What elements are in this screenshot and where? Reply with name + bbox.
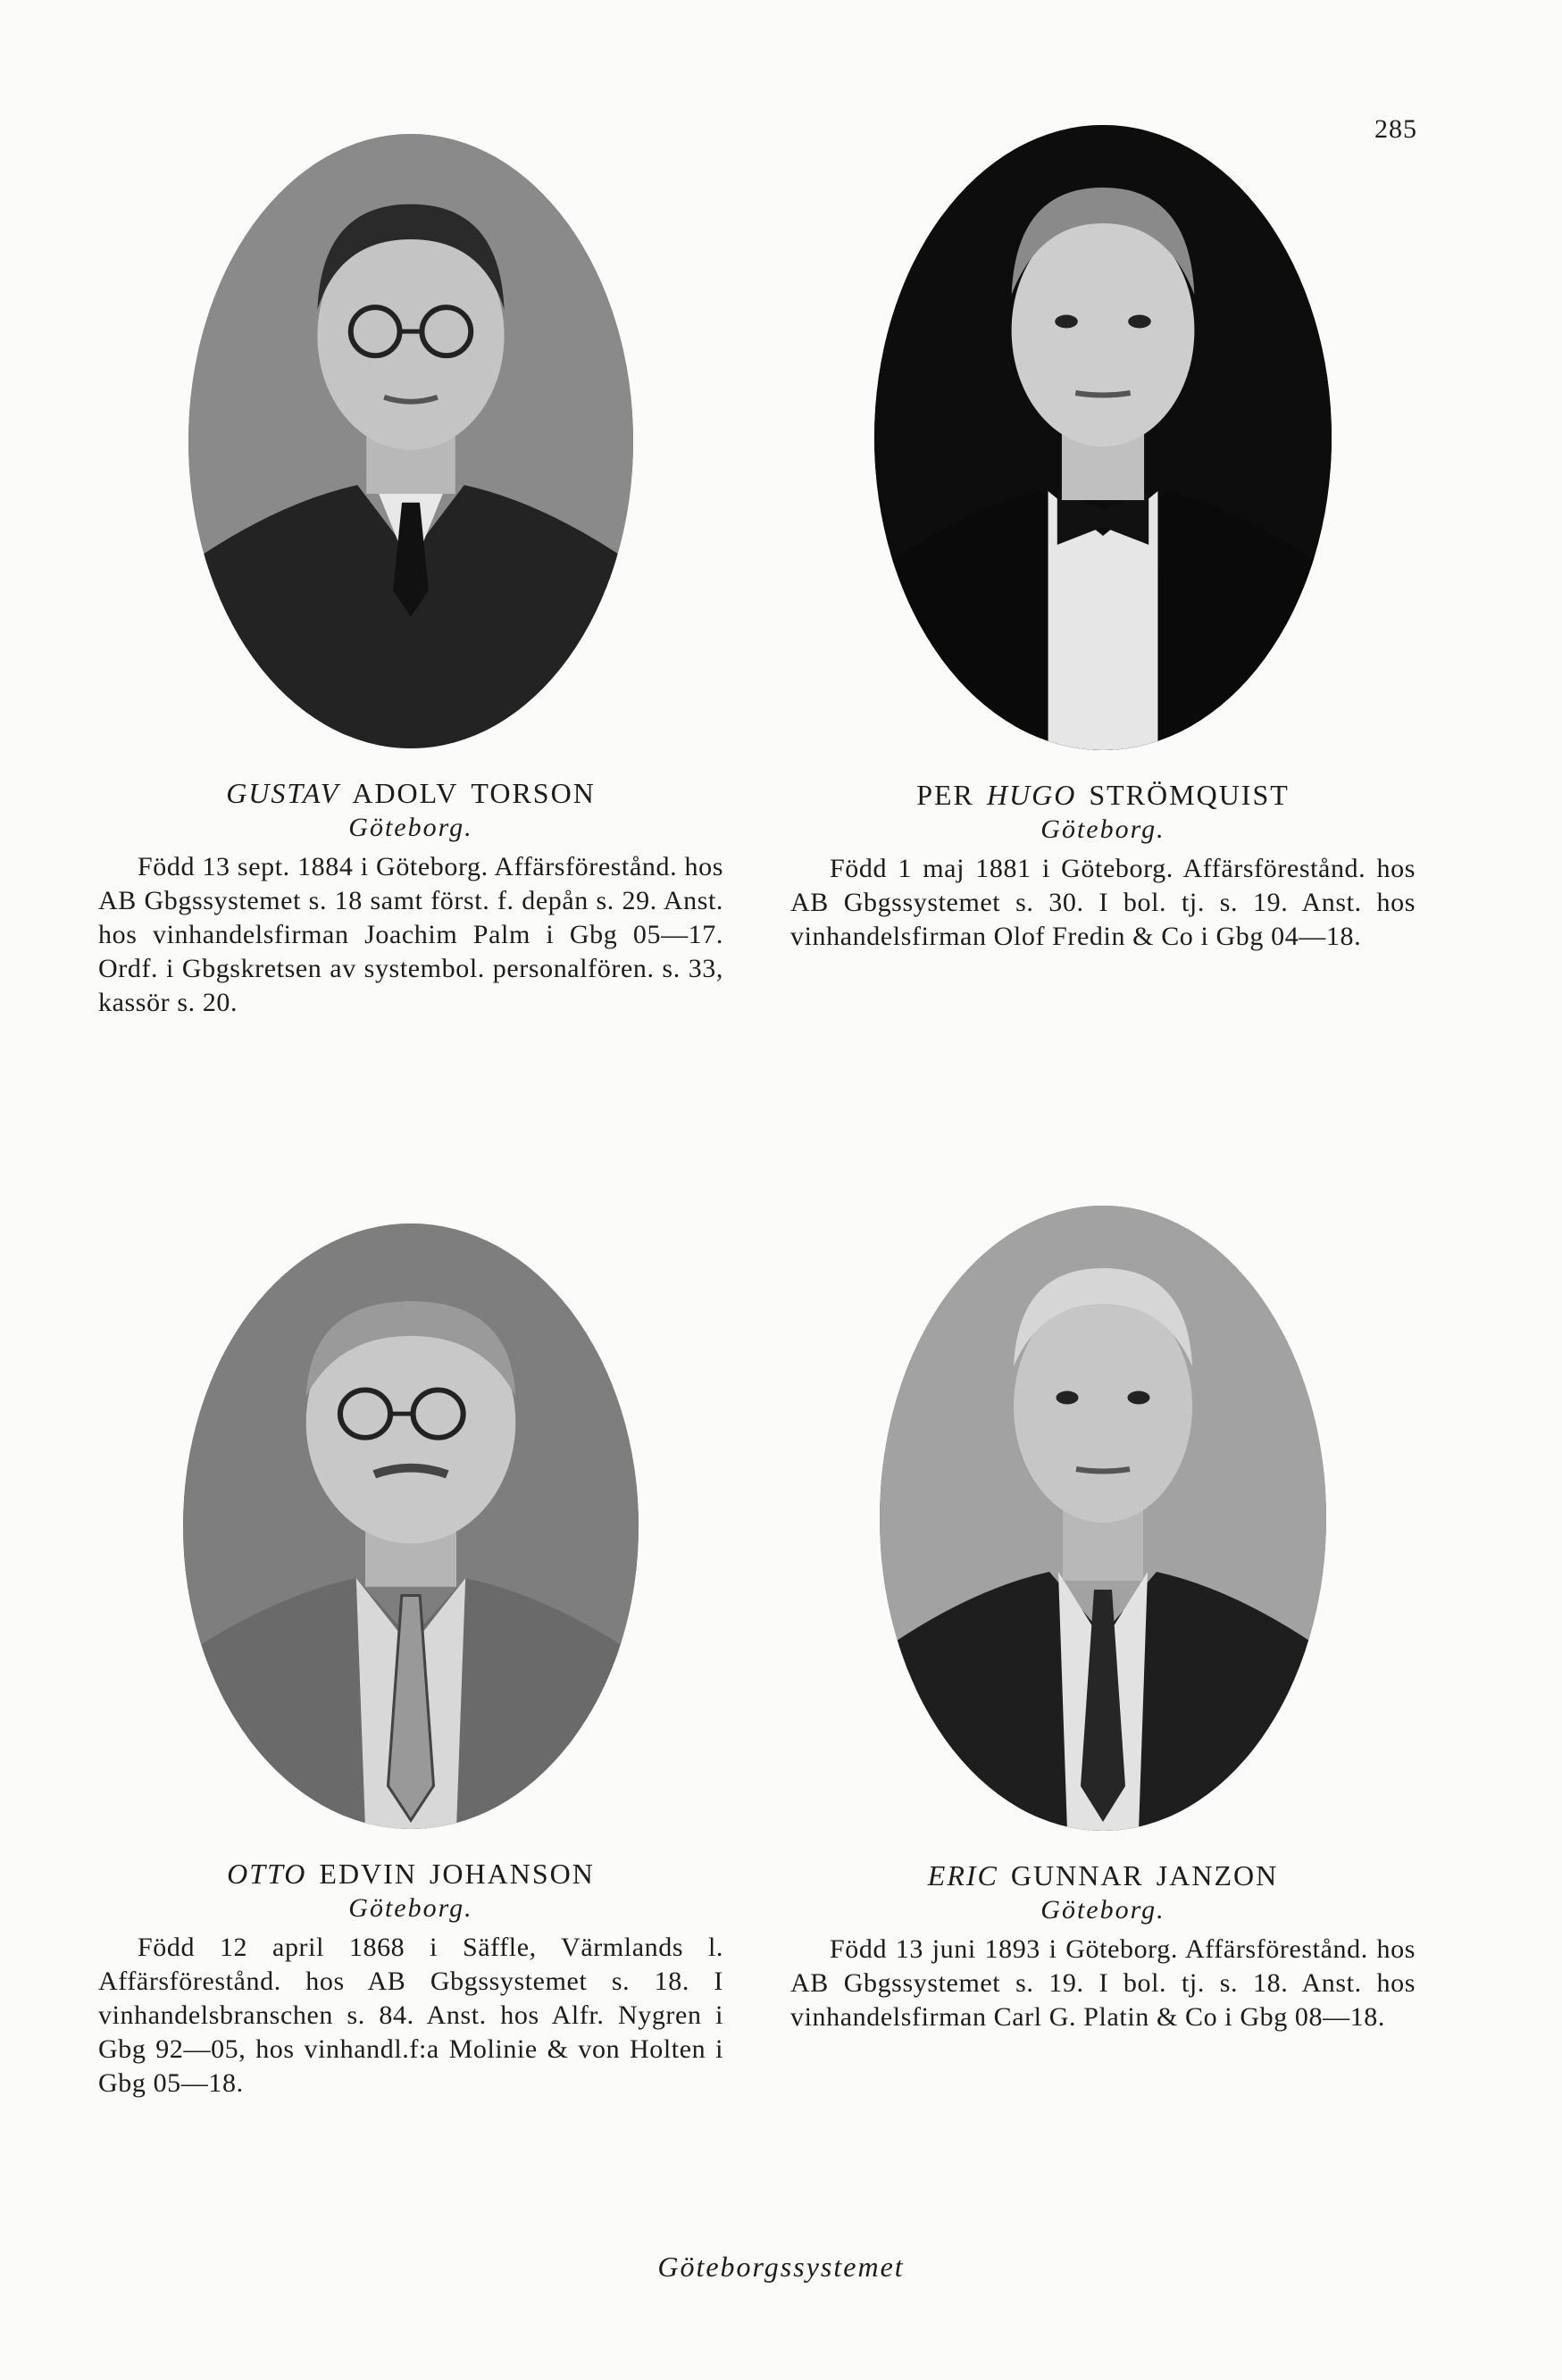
person-name xyxy=(790,777,1416,813)
portrait-illustration xyxy=(880,1206,1326,1831)
last-name: TORSON xyxy=(471,777,596,809)
portrait-illustration xyxy=(188,134,633,748)
biography-text: Född 1 maj 1881 i Göteborg. Affärsförestånd. hos AB Gbgssystemet s. 30. I bol. tj. s. 19. Anst. hos vinhandelsfirman Olof Fredin & Co i Gbg 04—18. xyxy=(790,854,1416,951)
biography-text: Född 13 juni 1893 i Göteborg. Affärsförestånd. hos AB Gbgssystemet s. 19. I bol. tj. s. 18. Anst. hos vinhandelsfirman Carl G. Platin & Co i Gbg 08—18. xyxy=(790,1934,1416,2032)
last-name: STRÖMQUIST xyxy=(1089,779,1290,811)
portrait-illustration xyxy=(183,1223,639,1829)
middle-name: ADOLV xyxy=(352,777,459,809)
portrait-photo xyxy=(880,1206,1326,1831)
first-name: GUSTAV xyxy=(226,777,340,809)
portrait-photo xyxy=(183,1223,639,1829)
middle-name: HUGO xyxy=(986,779,1077,811)
birth-place: Göteborg. xyxy=(348,1893,473,1923)
entry-per-hugo-stromquist xyxy=(790,125,1416,954)
person-name xyxy=(98,775,723,811)
middle-name: EDVIN xyxy=(319,1858,417,1890)
entry-otto-edvin-johanson xyxy=(98,1223,723,2100)
first-name: ERIC xyxy=(927,1859,998,1891)
portrait-illustration xyxy=(874,125,1332,750)
page-number: 285 xyxy=(1374,114,1417,144)
person-name xyxy=(790,1858,1416,1893)
birth-place: Göteborg. xyxy=(1040,814,1165,844)
running-footer: Göteborgssystemet xyxy=(657,2251,905,2283)
person-name xyxy=(98,1856,723,1891)
middle-name: GUNNAR xyxy=(1010,1859,1144,1891)
last-name: JANZON xyxy=(1156,1859,1279,1891)
entry-gustav-adolv-torson xyxy=(98,134,723,1020)
birth-place: Göteborg. xyxy=(348,813,473,842)
biography-text: Född 13 sept. 1884 i Göteborg. Affärsförestånd. hos AB Gbgssystemet s. 18 samt först. f. depån s. 29. Anst. hos vinhandelsfirman Joachim Palm i Gbg 05—17. Ordf. i Gbgskretsen av systembol. personalfören. s. 33, kassör s. 20. xyxy=(98,852,723,1017)
biography-text: Född 12 april 1868 i Säffle, Värmlands l. Affärsförestånd. hos AB Gbgssystemet s. 18. I vinhandelsbranschen s. 84. Anst. hos Alfr. Nygren i Gbg 92—05, hos vinhandl.f:a Molinie & von Holten i Gbg 05—18. xyxy=(98,1933,723,2098)
entry-eric-gunnar-janzon xyxy=(790,1206,1416,2034)
portrait-photo xyxy=(874,125,1332,750)
first-name: OTTO xyxy=(227,1858,307,1890)
last-name: JOHANSON xyxy=(429,1858,595,1890)
portrait-photo xyxy=(188,134,633,748)
first-name: PER xyxy=(916,779,974,811)
birth-place: Göteborg. xyxy=(1040,1895,1165,1925)
